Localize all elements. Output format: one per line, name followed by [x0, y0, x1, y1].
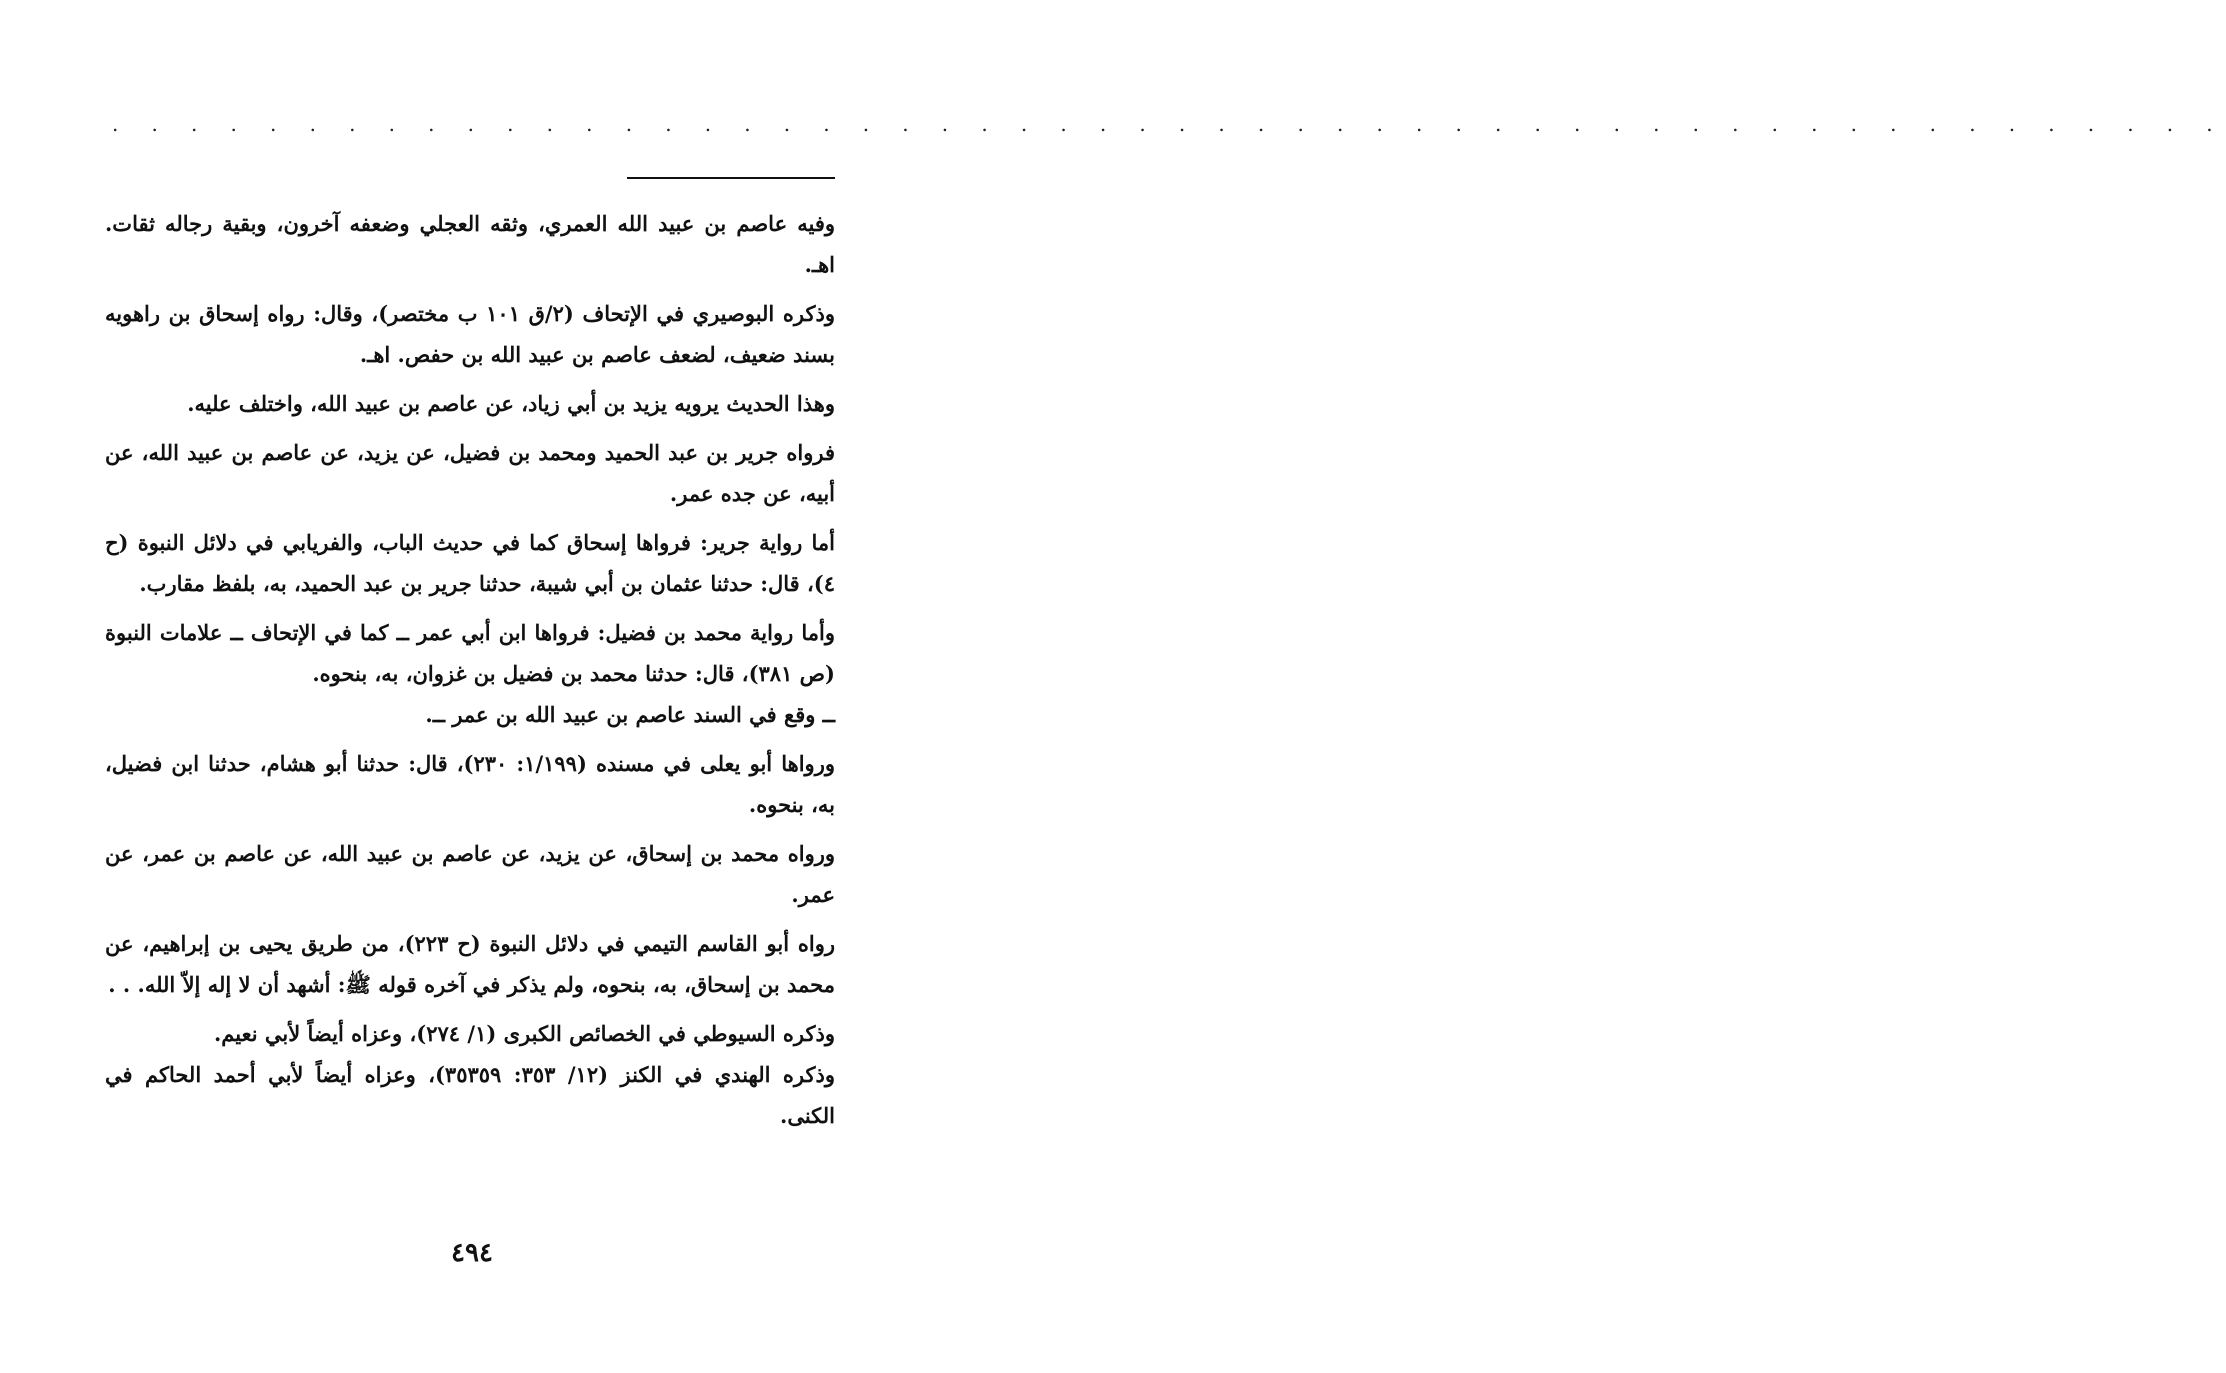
separator-dots: . . . . . . . . . . . . . . . . . . . . . . . . . . . . . . . . . . . . . . . . . . . . . . . . . . . . . .: [112, 112, 2226, 136]
paragraph: وهذا الحديث يرويه يزيد بن أبي زياد، عن عاصم بن عبيد الله، واختلف عليه.: [187, 391, 835, 416]
paragraph: وذكره البوصيري في الإتحاف (٢/ق ١٠١ ب مختصر)، وقال: رواه إسحاق بن راهويه بسند ضعيف، لضعف عاصم بن عبيد الله بن حفص. اهـ.: [105, 301, 835, 367]
page-number: ٤٩٤: [451, 1238, 493, 1268]
paragraph: فرواه جرير بن عبد الحميد ومحمد بن فضيل، عن يزيد، عن عاصم بن عبيد الله، عن أبيه، عن جده عمر.: [105, 440, 835, 506]
paragraph: ورواه محمد بن إسحاق، عن يزيد، عن عاصم بن عبيد الله، عن عاصم بن عمر، عن عمر.: [105, 841, 835, 907]
paragraph: وذكره السيوطي في الخصائص الكبرى (١/ ٢٧٤)، وعزاه أيضاً لأبي نعيم.: [213, 1021, 835, 1046]
paragraph: وذكره الهندي في الكنز (١٢/ ٣٥٣: ٣٥٣٥٩)، وعزاه أيضاً لأبي أحمد الحاكم في الكنى.: [105, 1062, 835, 1128]
paragraph: وفيه عاصم بن عبيد الله العمري، وثقه العجلي وضعفه آخرون، وبقية رجاله ثقات. اهـ.: [105, 211, 835, 277]
paragraph: ــ وقع في السند عاصم بن عبيد الله بن عمر ــ.: [425, 702, 835, 727]
footnote-text: [105, 203, 835, 1144]
paragraph: رواه أبو القاسم التيمي في دلائل النبوة (ح ٢٢٣)، من طريق يحيى بن إبراهيم، عن محمد بن إسحاق، به، بنحوه، ولم يذكر في آخره قوله ﷺ: أشهد أن لا إله إلاّ الله. . .: [105, 931, 835, 997]
paragraph: وأما رواية محمد بن فضيل: فرواها ابن أبي عمر ــ كما في الإتحاف ــ علامات النبوة (ص ٣٨١)، قال: حدثنا محمد بن فضيل بن غزوان، به، بنحوه.: [105, 620, 835, 686]
paragraph: أما رواية جرير: فرواها إسحاق كما في حديث الباب، والفريابي في دلائل النبوة (ح ٤)، قال: حدثنا عثمان بن أبي شيبة، حدثنا جرير بن عبد الحميد، به، بلفظ مقارب.: [105, 530, 835, 596]
footnote-rule: [627, 177, 835, 179]
paragraph: ورواها أبو يعلى في مسنده (١/١٩٩: ٢٣٠)، قال: حدثنا أبو هشام، حدثنا ابن فضيل، به، بنحوه.: [105, 751, 835, 817]
